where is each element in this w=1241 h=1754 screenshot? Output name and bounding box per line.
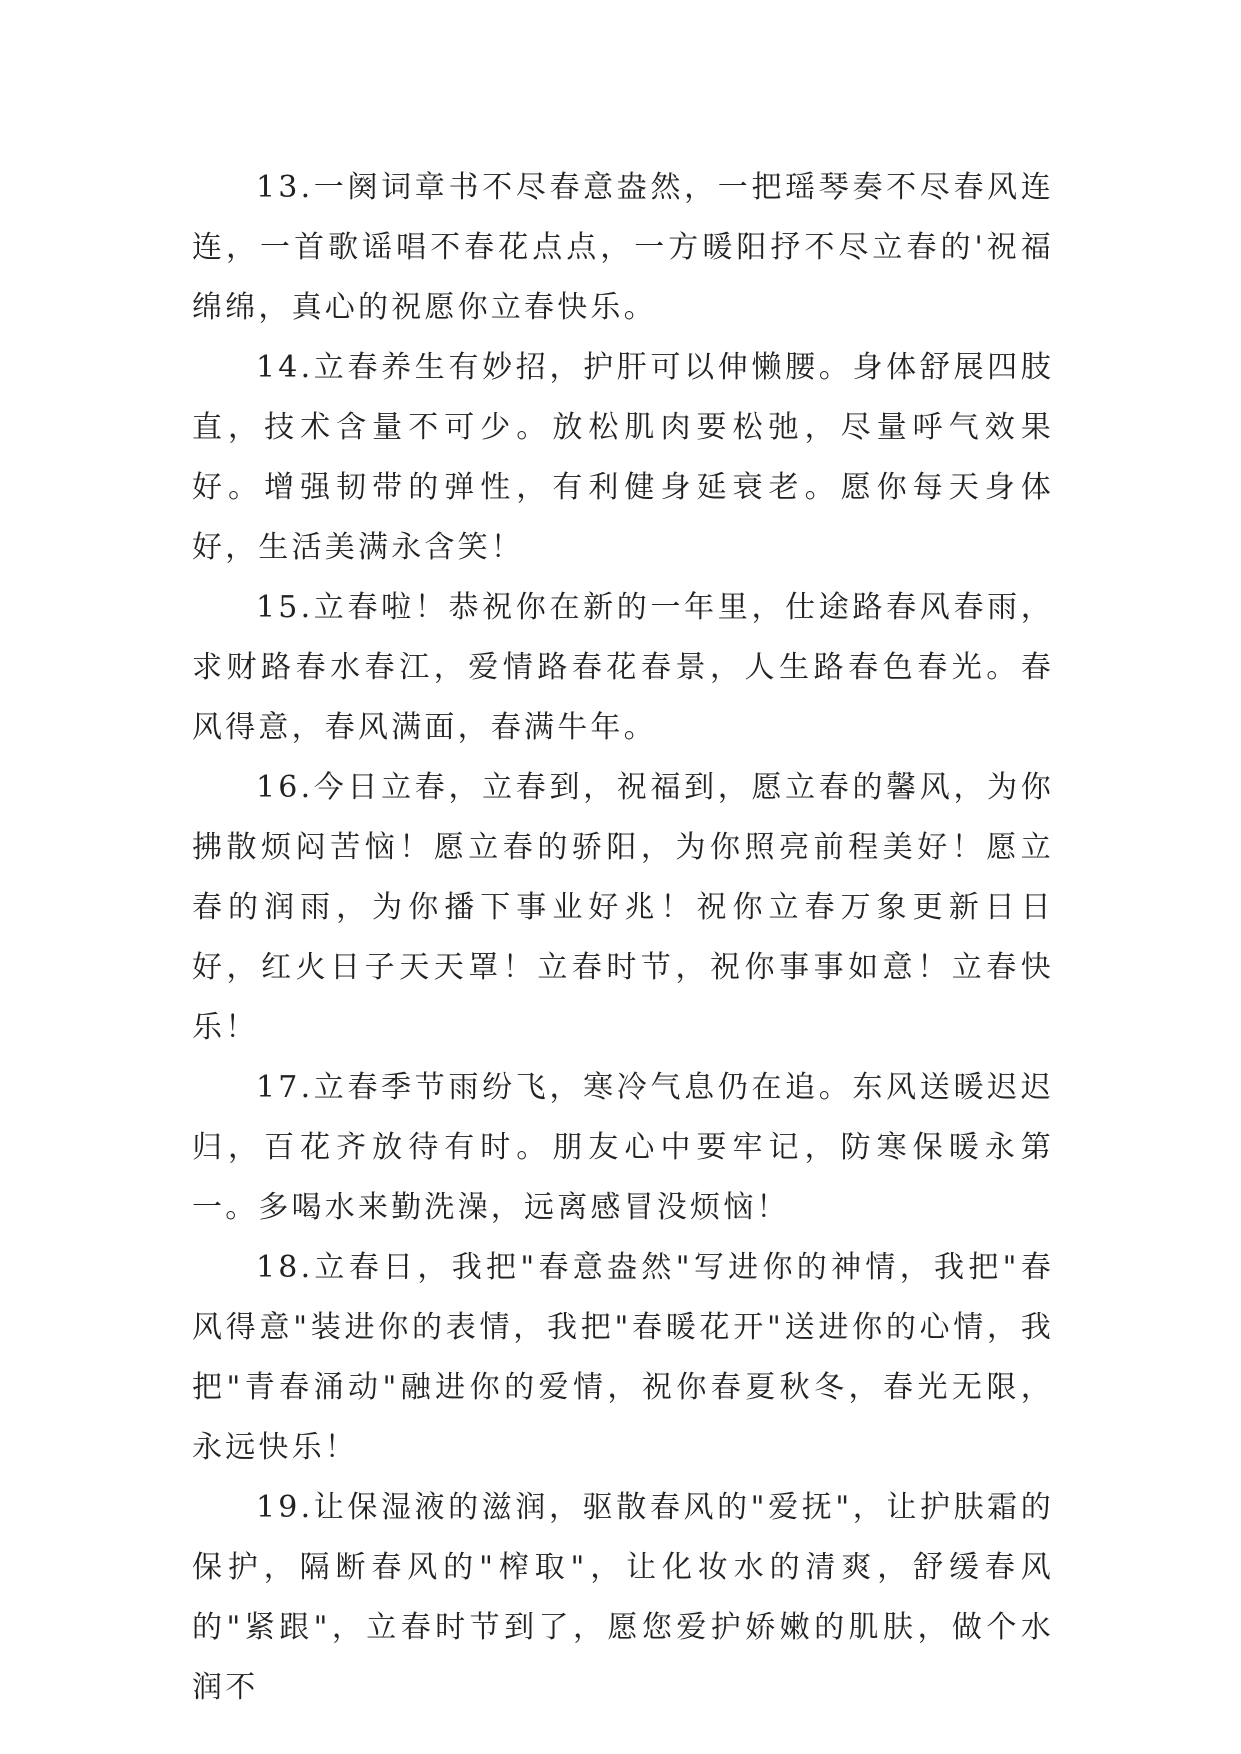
paragraph-15: 15.立春啦！恭祝你在新的一年里，仕途路春风春雨，求财路春水春江，爱情路春花春景，人生路春色春光。春风得意，春风满面，春满牛年。: [192, 590, 1054, 745]
paragraph-16: 16.今日立春，立春到，祝福到，愿立春的馨风，为你拂散烦闷苦恼！愿立春的骄阳，为你照亮前程美好！愿立春的润雨，为你播下事业好兆！祝你立春万象更新日日好，红火日子天天罩！立春时节，祝你事事如意！立春快乐！: [192, 770, 1054, 1045]
paragraph-17: 17.立春季节雨纷飞，寒冷气息仍在追。东风送暖迟迟归，百花齐放待有时。朋友心中要牢记，防寒保暖永第一。多喝水来勤洗澡，远离感冒没烦恼！: [192, 1070, 1054, 1225]
paragraph-13: 13.一阕词章书不尽春意盎然，一把瑶琴奏不尽春风连连，一首歌谣唱不春花点点，一方暖阳抒不尽立春的'祝福绵绵，真心的祝愿你立春快乐。: [192, 170, 1054, 325]
paragraph-18: 18.立春日，我把"春意盎然"写进你的神情，我把"春风得意"装进你的表情，我把"春暖花开"送进你的心情，我把"青春涌动"融进你的爱情，祝你春夏秋冬，春光无限，永远快乐！: [192, 1250, 1054, 1465]
paragraph-14: 14.立春养生有妙招，护肝可以伸懒腰。身体舒展四肢直，技术含量不可少。放松肌肉要松弛，尽量呼气效果好。增强韧带的弹性，有利健身延衰老。愿你每天身体好，生活美满永含笑！: [192, 350, 1054, 565]
paragraph-19: 19.让保湿液的滋润，驱散春风的"爱抚"，让护肤霜的保护，隔断春风的"榨取"，让化妆水的清爽，舒缓春风的"紧跟"，立春时节到了，愿您爱护娇嫩的肌肤，做个水润不: [192, 1490, 1054, 1705]
document-body: [192, 158, 1054, 1718]
